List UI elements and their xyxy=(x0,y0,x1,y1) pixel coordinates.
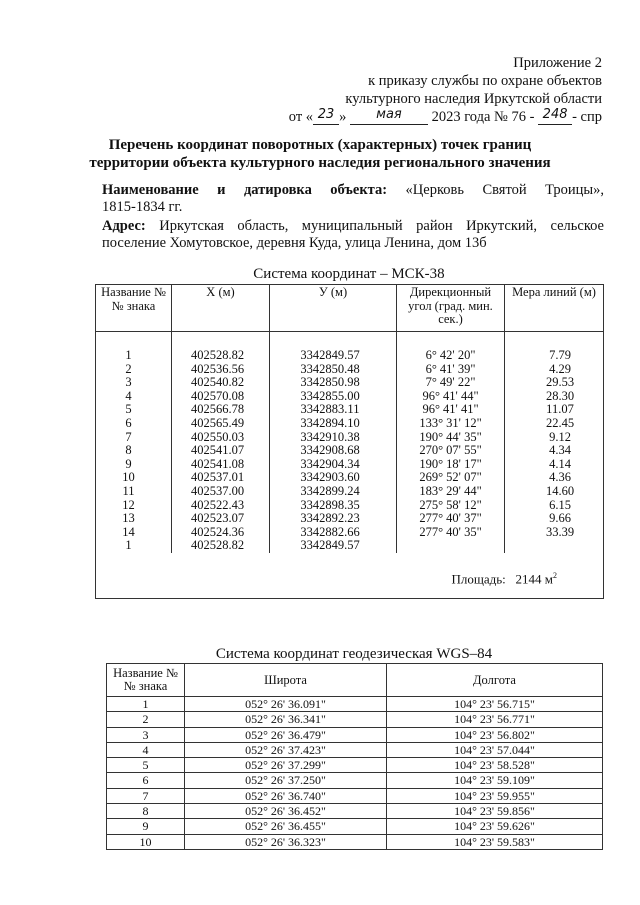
table-row xyxy=(96,539,604,553)
appendix-line-order: к приказу службы по охране объектов xyxy=(368,73,602,89)
angle-value: 190° 44' 35" xyxy=(397,431,505,445)
longitude-value: 104° 23' 56.771" xyxy=(387,712,603,727)
msk-header-name: Название №№ знака xyxy=(96,285,172,332)
length-value: 9.66 xyxy=(505,512,604,526)
length-value: 29.53 xyxy=(505,376,604,390)
x-value: 402541.07 xyxy=(172,444,270,458)
angle-value: 6° 42' 20" xyxy=(397,349,505,363)
angle-value: 183° 29' 44" xyxy=(397,485,505,499)
wgs-header-lon: Долгота xyxy=(387,664,603,697)
length-value: 22.45 xyxy=(505,417,604,431)
length-value: 6.15 xyxy=(505,499,604,513)
x-value: 402523.07 xyxy=(172,512,270,526)
object-address-line2: поселение Хомутовское, деревня Куда, улица Ленина, дом 13б xyxy=(102,235,487,251)
latitude-value: 052° 26' 36.452" xyxy=(185,804,387,819)
table-row xyxy=(107,788,603,803)
angle-value: 277° 40' 35" xyxy=(397,526,505,540)
point-number: 1 xyxy=(107,697,185,712)
table-row xyxy=(96,499,604,513)
y-value: 3342892.23 xyxy=(270,512,397,526)
point-number: 9 xyxy=(96,458,172,472)
spacer-cell xyxy=(270,332,397,350)
point-number: 9 xyxy=(107,819,185,834)
msk-spacer-row xyxy=(96,332,604,350)
msk-header-length: Мера линий (м) xyxy=(505,285,604,332)
object-dates: 1815-1834 гг. xyxy=(102,199,183,215)
longitude-value: 104° 23' 56.802" xyxy=(387,727,603,742)
latitude-value: 052° 26' 37.299" xyxy=(185,758,387,773)
point-number: 2 xyxy=(107,712,185,727)
length-value: 9.12 xyxy=(505,431,604,445)
x-value: 402540.82 xyxy=(172,376,270,390)
x-value: 402550.03 xyxy=(172,431,270,445)
wgs-caption: Система координат геодезическая WGS–84 xyxy=(215,646,493,662)
length-value xyxy=(505,539,604,553)
msk-coordinates-table xyxy=(95,284,604,599)
date-mid: » xyxy=(339,109,347,125)
document-title-line1: Перечень координат поворотных (характерных) точек границ xyxy=(108,137,532,153)
latitude-value: 052° 26' 36.740" xyxy=(185,788,387,803)
longitude-value: 104° 23' 56.715" xyxy=(387,697,603,712)
appendix-date-line xyxy=(289,108,602,127)
point-number: 4 xyxy=(96,390,172,404)
date-month-handwritten: мая xyxy=(376,107,402,122)
length-value: 11.07 xyxy=(505,403,604,417)
msk-table-body xyxy=(96,332,604,599)
point-number: 13 xyxy=(96,512,172,526)
point-number: 5 xyxy=(96,403,172,417)
msk-header-x: X (м) xyxy=(172,285,270,332)
msk-caption: Система координат – МСК-38 xyxy=(253,266,445,282)
spacer-cell xyxy=(172,332,270,350)
point-number: 10 xyxy=(107,834,185,849)
wgs-table-body xyxy=(107,697,603,850)
y-value: 3342903.60 xyxy=(270,471,397,485)
point-number: 7 xyxy=(107,788,185,803)
table-row xyxy=(107,697,603,712)
y-value: 3342849.57 xyxy=(270,539,397,553)
date-day-field xyxy=(313,107,339,125)
angle-value: 270° 07' 55" xyxy=(397,444,505,458)
table-row xyxy=(96,526,604,540)
angle-value: 96° 41' 44" xyxy=(397,390,505,404)
latitude-value: 052° 26' 36.479" xyxy=(185,727,387,742)
object-name-label: Наименование и датировка объекта: xyxy=(102,182,388,198)
length-value: 4.29 xyxy=(505,363,604,377)
y-value: 3342898.35 xyxy=(270,499,397,513)
table-row xyxy=(96,458,604,472)
wgs-header-lat: Широта xyxy=(185,664,387,697)
x-value: 402541.08 xyxy=(172,458,270,472)
date-prefix: от « xyxy=(288,109,314,125)
table-row xyxy=(107,804,603,819)
table-row xyxy=(96,390,604,404)
spacer-cell xyxy=(505,332,604,350)
wgs-header-name: Название №№ знака xyxy=(107,664,185,697)
point-number: 3 xyxy=(107,727,185,742)
length-value: 7.79 xyxy=(505,349,604,363)
table-row xyxy=(96,444,604,458)
x-value: 402528.82 xyxy=(172,349,270,363)
angle-value xyxy=(397,539,505,553)
table-row xyxy=(96,471,604,485)
angle-value: 277° 40' 37" xyxy=(397,512,505,526)
angle-value: 96° 41' 41" xyxy=(397,403,505,417)
y-value: 3342850.98 xyxy=(270,376,397,390)
angle-value: 133° 31' 12" xyxy=(397,417,505,431)
object-address-label: Адрес: xyxy=(102,218,146,234)
point-number: 6 xyxy=(107,773,185,788)
appendix-title: Приложение 2 xyxy=(513,55,602,71)
date-year-text: 2023 года № 76 - xyxy=(431,109,535,125)
date-suffix: - спр xyxy=(572,109,602,125)
spacer-cell xyxy=(96,332,172,350)
x-value: 402536.56 xyxy=(172,363,270,377)
point-number: 11 xyxy=(96,485,172,499)
appendix-line-service: культурного наследия Иркутской области xyxy=(345,91,602,107)
table-row xyxy=(96,363,604,377)
x-value: 402524.36 xyxy=(172,526,270,540)
x-value: 402522.43 xyxy=(172,499,270,513)
object-address-value: Иркутская область, муниципальный район Иркутский, сельское xyxy=(159,218,604,234)
point-number: 5 xyxy=(107,758,185,773)
length-value: 4.34 xyxy=(505,444,604,458)
angle-value: 6° 41' 39" xyxy=(397,363,505,377)
y-value: 3342850.48 xyxy=(270,363,397,377)
date-month-field xyxy=(350,107,428,125)
longitude-value: 104° 23' 59.583" xyxy=(387,834,603,849)
area-readout xyxy=(451,569,557,586)
table-row xyxy=(96,512,604,526)
longitude-value: 104° 23' 57.044" xyxy=(387,742,603,757)
document-title-line2: территории объекта культурного наследия регионального значения xyxy=(89,155,551,171)
area-unit-exponent: 2 xyxy=(553,570,557,580)
area-label: Площадь: xyxy=(451,571,506,587)
point-number: 12 xyxy=(96,499,172,513)
point-number: 1 xyxy=(96,349,172,363)
y-value: 3342849.57 xyxy=(270,349,397,363)
wgs-header-row xyxy=(107,664,603,697)
table-row xyxy=(107,773,603,788)
y-value: 3342899.24 xyxy=(270,485,397,499)
object-name-line xyxy=(102,182,604,199)
y-value: 3342910.38 xyxy=(270,431,397,445)
date-day-handwritten: 23 xyxy=(317,107,335,122)
table-row xyxy=(96,349,604,363)
wgs-coordinates-table xyxy=(106,663,603,850)
angle-value: 190° 18' 17" xyxy=(397,458,505,472)
table-row xyxy=(107,758,603,773)
longitude-value: 104° 23' 59.955" xyxy=(387,788,603,803)
msk-header-y: У (м) xyxy=(270,285,397,332)
order-number-field xyxy=(538,107,572,125)
x-value: 402570.08 xyxy=(172,390,270,404)
table-row xyxy=(107,727,603,742)
x-value: 402566.78 xyxy=(172,403,270,417)
x-value: 402565.49 xyxy=(172,417,270,431)
msk-header-row xyxy=(96,285,604,332)
object-name-value: «Церковь Святой Троицы», xyxy=(405,182,605,198)
y-value: 3342904.34 xyxy=(270,458,397,472)
y-value: 3342855.00 xyxy=(270,390,397,404)
table-row xyxy=(96,417,604,431)
x-value: 402528.82 xyxy=(172,539,270,553)
point-number: 8 xyxy=(96,444,172,458)
latitude-value: 052° 26' 36.091" xyxy=(185,697,387,712)
spacer-cell xyxy=(397,332,505,350)
latitude-value: 052° 26' 37.423" xyxy=(185,742,387,757)
longitude-value: 104° 23' 59.109" xyxy=(387,773,603,788)
msk-header-angle: Дирекционный угол (град. мин. сек.) xyxy=(397,285,505,332)
table-row xyxy=(107,819,603,834)
angle-value: 275° 58' 12" xyxy=(397,499,505,513)
point-number: 4 xyxy=(107,742,185,757)
longitude-value: 104° 23' 58.528" xyxy=(387,758,603,773)
table-row xyxy=(96,485,604,499)
order-number-handwritten: 248 xyxy=(542,107,568,122)
length-value: 4.36 xyxy=(505,471,604,485)
x-value: 402537.01 xyxy=(172,471,270,485)
point-number: 14 xyxy=(96,526,172,540)
latitude-value: 052° 26' 36.341" xyxy=(185,712,387,727)
length-value: 28.30 xyxy=(505,390,604,404)
point-number: 7 xyxy=(96,431,172,445)
table-row xyxy=(96,376,604,390)
point-number: 2 xyxy=(96,363,172,377)
y-value: 3342883.11 xyxy=(270,403,397,417)
table-row xyxy=(107,712,603,727)
y-value: 3342908.68 xyxy=(270,444,397,458)
length-value: 4.14 xyxy=(505,458,604,472)
point-number: 8 xyxy=(107,804,185,819)
length-value: 33.39 xyxy=(505,526,604,540)
y-value: 3342882.66 xyxy=(270,526,397,540)
longitude-value: 104° 23' 59.856" xyxy=(387,804,603,819)
table-row xyxy=(107,742,603,757)
latitude-value: 052° 26' 37.250" xyxy=(185,773,387,788)
length-value: 14.60 xyxy=(505,485,604,499)
table-row xyxy=(96,403,604,417)
point-number: 6 xyxy=(96,417,172,431)
area-cell xyxy=(96,553,604,599)
angle-value: 7° 49' 22" xyxy=(397,376,505,390)
angle-value: 269° 52' 07" xyxy=(397,471,505,485)
point-number: 1 xyxy=(96,539,172,553)
point-number: 3 xyxy=(96,376,172,390)
point-number: 10 xyxy=(96,471,172,485)
msk-area-row xyxy=(96,553,604,599)
area-value: 2144 м xyxy=(515,571,553,587)
table-row xyxy=(96,431,604,445)
object-address-line xyxy=(102,218,604,235)
longitude-value: 104° 23' 59.626" xyxy=(387,819,603,834)
latitude-value: 052° 26' 36.455" xyxy=(185,819,387,834)
latitude-value: 052° 26' 36.323" xyxy=(185,834,387,849)
table-row xyxy=(107,834,603,849)
y-value: 3342894.10 xyxy=(270,417,397,431)
x-value: 402537.00 xyxy=(172,485,270,499)
